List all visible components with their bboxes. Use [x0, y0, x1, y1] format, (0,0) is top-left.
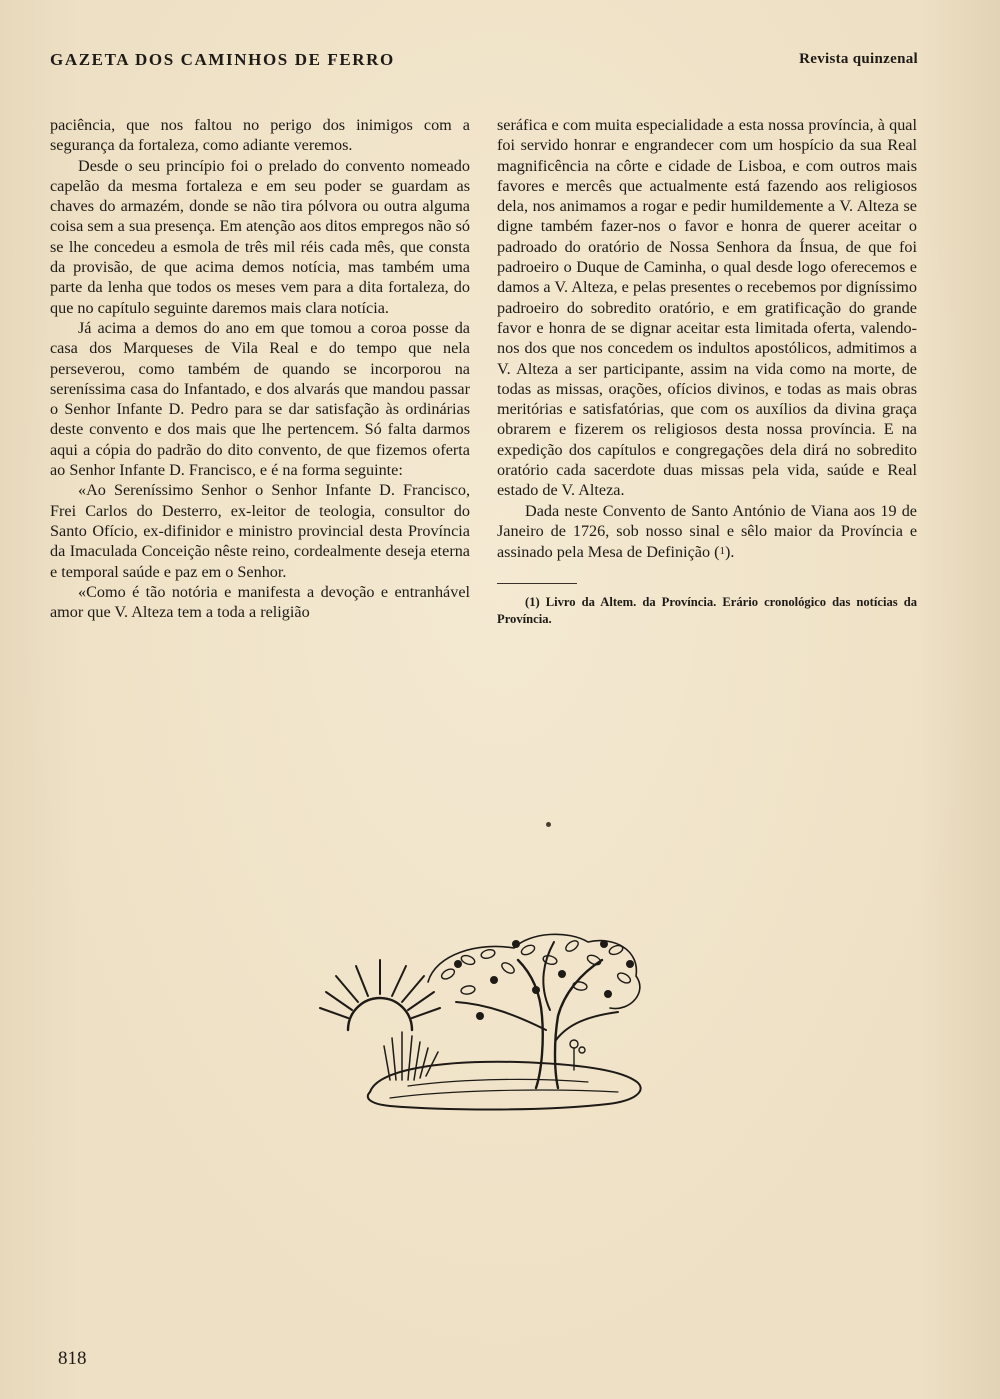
running-header	[50, 50, 918, 76]
publication-tagline: Revista quinzenal	[799, 51, 918, 67]
footnote-text: Livro da Altem. da Província. Erário cronológico das notícias da Província.	[497, 594, 917, 626]
paragraph: «Como é tão notória e manifesta a devoção e entranhável amor que V. Alteza tem a toda a religião	[50, 582, 470, 622]
paragraph: Desde o seu princípio foi o prelado do convento nomeado capelão da mesma fortaleza e em seu poder se guardam as chaves do armazém, donde se não tira pólvora ou outra alguma coisa sem a sua presença. Em atenção aos ditos empregos não só se lhe concedeu a esmola de três mil réis cada mês, que consta da provisão, de que acima demos notícia, mas também uma parte da lenha que todos os meses vem para a dita fortaleza, do que no capítulo seguinte daremos mais clara notícia.	[50, 156, 470, 317]
sun-icon	[320, 960, 440, 1030]
left-column	[50, 115, 470, 622]
publication-title: GAZETA DOS CAMINHOS DE FERRO	[50, 50, 395, 69]
tree-icon	[428, 934, 640, 1088]
grass-icon	[384, 1032, 438, 1080]
paragraph-text-end: ).	[725, 543, 735, 562]
footnote-reference: 1	[719, 545, 725, 558]
footnote-marker: (1)	[525, 594, 540, 609]
paragraph: paciência, que nos faltou no perigo dos inimigos com a segurança da fortaleza, como adiante veremos.	[50, 116, 470, 155]
tree-sun-vignette-icon	[318, 920, 662, 1120]
page-number: 818	[58, 1348, 87, 1369]
paragraph: «Ao Sereníssimo Senhor o Senhor Infante D. Francisco, Frei Carlos do Desterro, ex-leitor de teologia, consultor do Santo Ofício, ex-difinidor e ministro provincial desta Província da Imaculada Conceição nêste reino, cordealmente deseja eterna e temporal saúde e paz em o Senhor.	[50, 481, 470, 581]
footnote-divider	[497, 583, 577, 584]
paragraph	[497, 501, 917, 563]
print-speck	[546, 822, 551, 827]
footnote	[497, 594, 917, 628]
paragraph: Já acima a demos do ano em que tomou a coroa posse da casa dos Marqueses de Vila Real e do tempo que nela perseverou, como também de quando se incorporou na sereníssima casa do Infantado, e dos alvarás que mandou passar o Senhor Infante D. Pedro para se dar satisfação às ordinárias deste convento e dos mais que lhe pertencem. Só falta darmos aqui a cópia do padrão do dito convento, de que fizemos oferta ao Senhor Infante D. Francisco, e é na forma seguinte:	[50, 318, 470, 480]
right-column	[497, 115, 917, 628]
paragraph: seráfica e com muita especialidade a esta nossa província, à qual foi servido honrar e engrandecer com um hospício da sua Real magnificência na côrte e cidade de Lisboa, e com outros mais favores e mercês que actualmente está fazendo aos religiosos dela, nos animamos a rogar e pedir humildemente a V. Alteza se digne também fazer-nos o favor e honra de querer aceitar o padroado do oratório de Nossa Senhora da Ínsua, de que foi padroeiro o Duque de Caminha, o qual desde logo oferecemos e damos a V. Alteza, e pelas presentes o recebemos por digníssimo padroeiro do sobredito oratório, e em gratificação do grande favor e honra de se dignar aceitar esta limitada oferta, valendo-nos dos que nos concedem os indultos apostólicos, admitimos a V. Alteza a ser participante, assim na vida como na morte, de todas as missas, orações, ofícios divinos, e todas as mais obras meritórias e satisfatórias, que com os auxílios da divina graça obrarem e fizerem os religiosos desta nossa província. E na expedição dos capítulos e congregações dela dirá no sobredito oratório cada sacerdote duas missas pela vida, saúde e Real estado de V. Alteza.	[497, 116, 917, 500]
paragraph-text: Dada neste Convento de Santo António de Viana aos 19 de Janeiro de 1726, sob nosso sinal e sêlo maior da Província e assinado pela Mesa de Definição (	[497, 501, 917, 562]
